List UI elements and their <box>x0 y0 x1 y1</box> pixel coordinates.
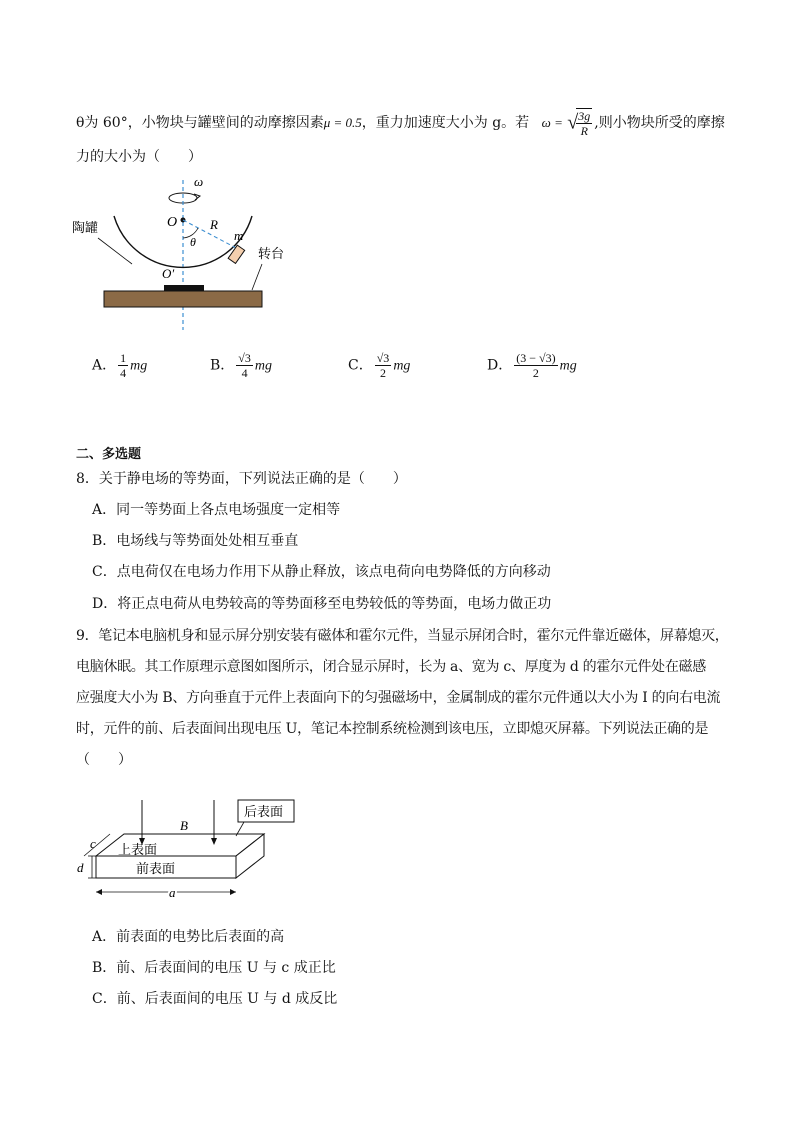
omega-sqrt <box>567 108 594 138</box>
fig-a: a <box>169 885 176 900</box>
q9-figure <box>74 796 304 908</box>
option-c-fraction <box>375 351 392 380</box>
fig-top-face: 上表面 <box>118 842 158 857</box>
option-c-label: C． <box>348 357 373 374</box>
fig-back-face: 后表面 <box>244 804 284 819</box>
fig-omega: ω <box>194 174 204 189</box>
q8-stem: 8．关于静电场的等势面，下列说法正确的是（ ） <box>76 471 407 487</box>
option-d-fraction <box>514 351 557 380</box>
option-a-label: A． <box>92 357 117 374</box>
fig-B: B <box>180 818 188 833</box>
option-a-tail: mg <box>130 358 148 374</box>
jar-base <box>164 285 204 291</box>
fig-jar-label: 陶罐 <box>72 220 99 235</box>
q7-line1-part2: ，重力加速度大小为 g。若 <box>361 115 530 131</box>
omega-expression: ω = <box>541 115 563 130</box>
option-c-den: 2 <box>380 366 387 380</box>
q7-line1-part1: θ为 60°，小物块与罐壁间的动摩擦因素 <box>76 115 324 131</box>
q8-option-c: C．点电荷仅在电场力作用下从静止释放，该点电荷向电势降低的方向移动 <box>92 564 551 580</box>
q7-line1-part3: ,则小物块所受的摩擦 <box>594 115 725 131</box>
q8-option-a: A．同一等势面上各点电场强度一定相等 <box>92 502 341 518</box>
option-c-tail: mg <box>393 358 411 374</box>
a-arrow-right <box>230 889 236 895</box>
q9-line2: 电脑休眠。其工作原理示意图如图所示，闭合显示屏时，长为 a、宽为 c、厚度为 d 的霍尔元件处在磁感 <box>76 659 706 675</box>
omega-fraction <box>576 108 592 138</box>
option-a-num: 1 <box>120 351 127 365</box>
a-arrow-left <box>96 889 102 895</box>
q7-option-b <box>210 351 272 380</box>
block-m <box>228 245 245 263</box>
q9-line3: 应强度大小为 B、方向垂直于元件上表面向下的匀强磁场中，金属制成的霍尔元件通以大小为 I 的向右电流 <box>76 690 721 706</box>
q9-line4: 时，元件的前、后表面间出现电压 U，笔记本控制系统检测到该电压，立即熄灭屏幕。下列说法正确的是 <box>76 721 709 737</box>
option-b-fraction <box>236 351 253 380</box>
q7-stem-line1 <box>76 108 725 138</box>
turntable <box>104 291 262 307</box>
q7-option-c <box>348 351 410 380</box>
q8-option-b: B．电场线与等势面处处相互垂直 <box>92 533 299 549</box>
fig-m: m <box>234 228 244 243</box>
option-c-num: √3 <box>376 351 390 365</box>
fig-c: c <box>90 836 96 851</box>
fig-d: d <box>77 860 84 875</box>
mu-expression: μ = 0.5 <box>323 115 362 130</box>
option-a-fraction <box>118 351 128 380</box>
fig-turntable-label: 转台 <box>258 246 285 261</box>
q9-option-c: C．前、后表面间的电压 U 与 d 成反比 <box>92 991 338 1007</box>
option-b-tail: mg <box>254 358 273 374</box>
q7-option-d <box>487 351 577 380</box>
option-b-num: √3 <box>238 351 251 365</box>
q7-option-a <box>92 351 147 380</box>
option-d-label: D． <box>487 357 513 374</box>
option-d-tail: mg <box>559 358 577 374</box>
q9-line5: （ ） <box>76 752 132 768</box>
q7-stem-line2: 力的大小为（ ） <box>76 149 202 165</box>
omega-num: 3g <box>578 109 591 123</box>
option-b-den: 4 <box>241 366 248 380</box>
omega-den: R <box>580 124 588 138</box>
section-heading: 二、多选题 <box>76 447 142 462</box>
q9-option-a: A．前表面的电势比后表面的高 <box>92 929 285 945</box>
fig-O: O <box>167 215 178 230</box>
q9-line1: 9．笔记本电脑机身和显示屏分别安装有磁体和霍尔元件，当显示屏闭合时，霍尔元件靠近磁体，屏幕熄灭， <box>76 628 729 644</box>
option-b-label: B． <box>210 357 235 374</box>
q9-option-b: B．前、后表面间的电压 U 与 c 成正比 <box>92 960 336 976</box>
q7-figure <box>72 172 285 332</box>
fig-theta: θ <box>190 235 196 249</box>
fig-O-prime: O′ <box>162 266 175 281</box>
option-d-num: (3 − √3) <box>516 351 556 365</box>
sqrt-sign: √ <box>567 111 579 134</box>
option-d-den: 2 <box>532 366 539 380</box>
fig-front-face: 前表面 <box>136 861 176 876</box>
fig-R: R <box>210 217 218 232</box>
turntable-pointer <box>252 264 262 290</box>
q8-option-d: D．将正点电荷从电势较高的等势面移至电势较低的等势面，电场力做正功 <box>92 596 552 612</box>
option-a-den: 4 <box>120 366 127 380</box>
jar-pointer <box>98 238 132 264</box>
